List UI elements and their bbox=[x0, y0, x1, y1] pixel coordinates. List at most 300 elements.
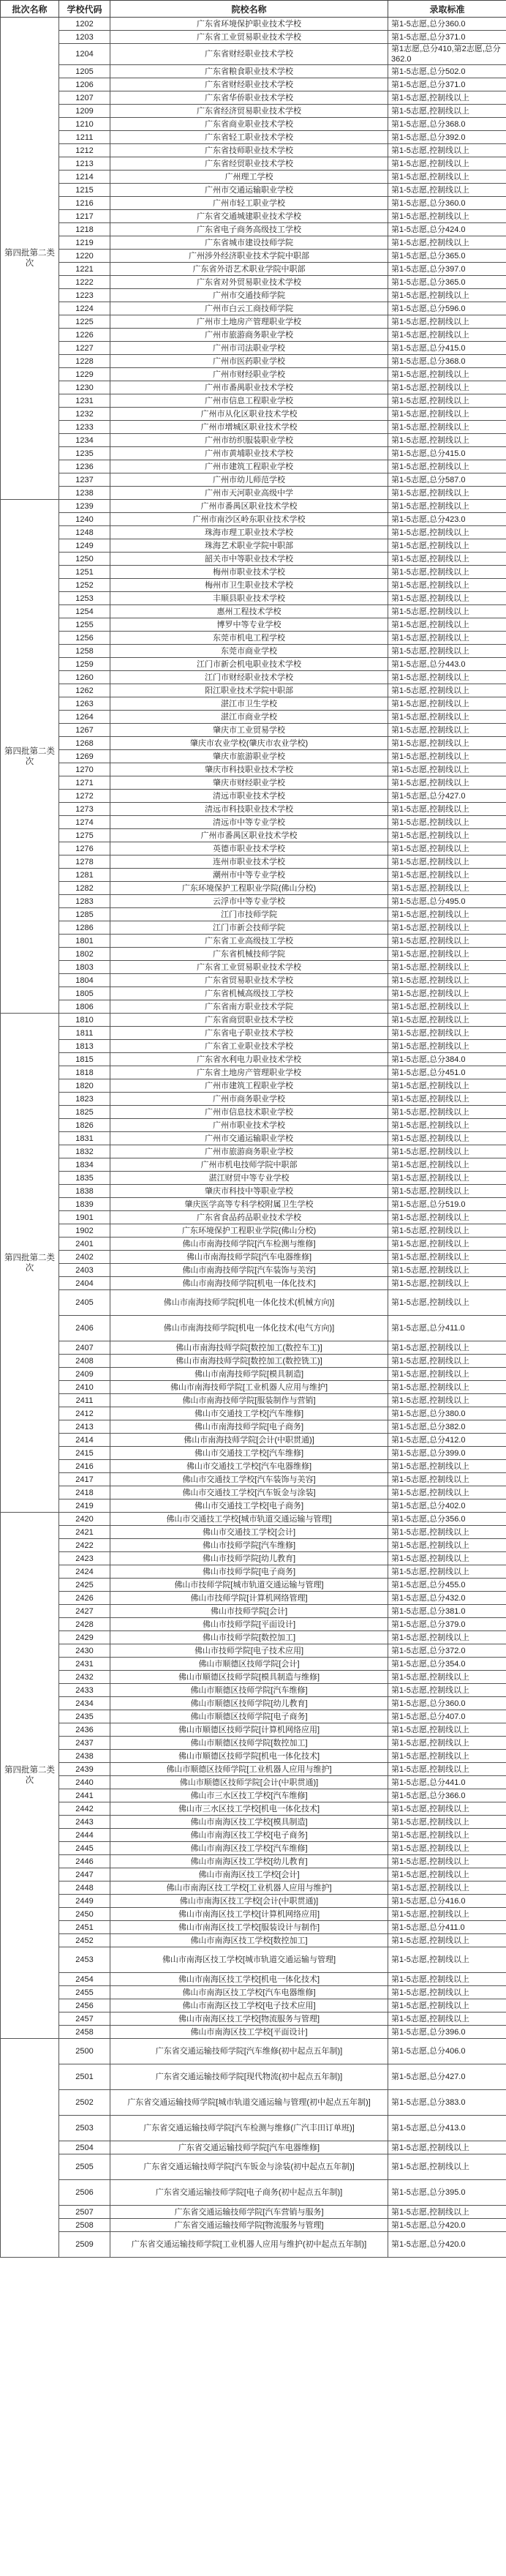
school-code-cell: 1813 bbox=[59, 1040, 110, 1053]
school-code-cell: 1838 bbox=[59, 1185, 110, 1198]
table-row bbox=[1, 1802, 506, 1816]
school-name-cell: 肇庆市科技职业技术学校 bbox=[110, 763, 388, 776]
table-row bbox=[1, 1816, 506, 1829]
table-row bbox=[1, 315, 506, 329]
table-row bbox=[1, 1658, 506, 1671]
school-name-cell: 佛山市三水区技工学校[汽车维修] bbox=[110, 1789, 388, 1802]
school-name-cell: 佛山市南海技师学院[会计(中职贯通)] bbox=[110, 1434, 388, 1447]
table-row bbox=[1, 1868, 506, 1882]
criteria-cell: 第1-5志愿,控制线以上 bbox=[388, 1526, 506, 1539]
school-name-cell: 佛山市南海区技工学校[数控加工] bbox=[110, 1934, 388, 1947]
criteria-cell: 第1-5志愿,控制线以上 bbox=[388, 315, 506, 329]
criteria-cell: 第1-5志愿,总分455.0 bbox=[388, 1579, 506, 1592]
school-code-cell: 1801 bbox=[59, 935, 110, 948]
school-code-cell: 1239 bbox=[59, 500, 110, 513]
criteria-cell: 第1-5志愿,总分360.0 bbox=[388, 18, 506, 31]
school-code-cell: 2447 bbox=[59, 1868, 110, 1882]
school-code-cell: 2416 bbox=[59, 1460, 110, 1473]
table-row bbox=[1, 447, 506, 460]
criteria-cell: 第1-5志愿,总分427.0 bbox=[388, 2064, 506, 2090]
criteria-cell: 第1-5志愿,总分371.0 bbox=[388, 78, 506, 91]
school-name-cell: 东莞市机电工程学校 bbox=[110, 632, 388, 645]
school-name-cell: 佛山市顺德区技师学院[会计(中职贯通)] bbox=[110, 1776, 388, 1789]
school-code-cell: 1206 bbox=[59, 78, 110, 91]
school-code-cell: 2437 bbox=[59, 1737, 110, 1750]
criteria-cell: 第1-5志愿,总分382.0 bbox=[388, 1420, 506, 1434]
school-name-cell: 广州市黄埔职业技术学校 bbox=[110, 447, 388, 460]
table-row bbox=[1, 394, 506, 408]
school-code-cell: 2422 bbox=[59, 1539, 110, 1552]
criteria-cell: 第1-5志愿,控制线以上 bbox=[388, 1040, 506, 1053]
table-row bbox=[1, 948, 506, 961]
school-code-cell: 1260 bbox=[59, 671, 110, 684]
criteria-cell: 第1-5志愿,控制线以上 bbox=[388, 1368, 506, 1381]
criteria-cell: 第1-5志愿,总分443.0 bbox=[388, 658, 506, 671]
school-name-cell: 佛山市南海技师学院[汽车装饰与美容] bbox=[110, 1264, 388, 1277]
table-row bbox=[1, 1934, 506, 1947]
criteria-cell: 第1-5志愿,控制线以上 bbox=[388, 1473, 506, 1486]
table-row bbox=[1, 1526, 506, 1539]
school-code-cell: 2412 bbox=[59, 1407, 110, 1420]
criteria-cell: 第1-5志愿,控制线以上 bbox=[388, 289, 506, 302]
table-row bbox=[1, 724, 506, 737]
school-code-cell: 1811 bbox=[59, 1027, 110, 1040]
criteria-cell: 第1-5志愿,控制线以上 bbox=[388, 539, 506, 553]
school-name-cell: 广州理工学校 bbox=[110, 171, 388, 184]
criteria-cell: 第1-5志愿,控制线以上 bbox=[388, 711, 506, 724]
school-code-cell: 1825 bbox=[59, 1106, 110, 1119]
school-name-cell: 佛山市交通技工学校[电子商务] bbox=[110, 1499, 388, 1513]
school-code-cell: 2404 bbox=[59, 1277, 110, 1290]
table-row bbox=[1, 711, 506, 724]
table-row bbox=[1, 737, 506, 750]
school-name-cell: 清远市职业技术学校 bbox=[110, 790, 388, 803]
table-row bbox=[1, 1000, 506, 1014]
table-row bbox=[1, 1789, 506, 1802]
criteria-cell: 第1-5志愿,总分368.0 bbox=[388, 355, 506, 368]
table-row bbox=[1, 1368, 506, 1381]
school-name-cell: 佛山市技师学院[电子商务] bbox=[110, 1565, 388, 1579]
school-code-cell: 1253 bbox=[59, 592, 110, 605]
table-row bbox=[1, 329, 506, 342]
criteria-cell: 第1-5志愿,总分423.0 bbox=[388, 513, 506, 526]
table-row bbox=[1, 236, 506, 250]
school-name-cell: 广东环境保护工程职业学院(佛山分校) bbox=[110, 882, 388, 895]
table-row bbox=[1, 18, 506, 31]
school-name-cell: 广州市轻工职业学校 bbox=[110, 197, 388, 210]
school-name-cell: 佛山市技师学院[数控加工] bbox=[110, 1631, 388, 1644]
table-row bbox=[1, 381, 506, 394]
criteria-cell: 第1志愿,总分410,第2志愿,总分362.0 bbox=[388, 44, 506, 65]
school-code-cell: 1834 bbox=[59, 1158, 110, 1172]
table-row bbox=[1, 2116, 506, 2141]
criteria-cell: 第1-5志愿,总分368.0 bbox=[388, 118, 506, 131]
school-code-cell: 1802 bbox=[59, 948, 110, 961]
table-row bbox=[1, 157, 506, 171]
table-row bbox=[1, 1750, 506, 1763]
school-code-cell: 2456 bbox=[59, 1999, 110, 2012]
school-code-cell: 2449 bbox=[59, 1895, 110, 1908]
criteria-cell: 第1-5志愿,控制线以上 bbox=[388, 1802, 506, 1816]
criteria-cell: 第1-5志愿,控制线以上 bbox=[388, 605, 506, 618]
table-row bbox=[1, 1381, 506, 1394]
criteria-cell: 第1-5志愿,控制线以上 bbox=[388, 1341, 506, 1355]
criteria-cell: 第1-5志愿,控制线以上 bbox=[388, 2141, 506, 2154]
table-row bbox=[1, 1908, 506, 1921]
criteria-cell: 第1-5志愿,控制线以上 bbox=[388, 1027, 506, 1040]
school-name-cell: 肇庆市工业贸易学校 bbox=[110, 724, 388, 737]
school-code-cell: 2426 bbox=[59, 1592, 110, 1605]
school-name-cell: 广东省交通运输技师学院[汽车钣金与涂装(初中起点五年制)] bbox=[110, 2154, 388, 2180]
criteria-cell: 第1-5志愿,控制线以上 bbox=[388, 1816, 506, 1829]
school-name-cell: 佛山市顺德区技师学院[模具制造与维修] bbox=[110, 1671, 388, 1684]
table-row bbox=[1, 1264, 506, 1277]
table-row bbox=[1, 302, 506, 315]
school-name-cell: 佛山市技师学院[电子技术应用] bbox=[110, 1644, 388, 1658]
school-code-cell: 1278 bbox=[59, 855, 110, 869]
criteria-cell: 第1-5志愿,控制线以上 bbox=[388, 157, 506, 171]
criteria-cell: 第1-5志愿,控制线以上 bbox=[388, 1882, 506, 1895]
table-row bbox=[1, 750, 506, 763]
school-code-cell: 2444 bbox=[59, 1829, 110, 1842]
school-name-cell: 佛山市顺德区技师学院[幼儿教育] bbox=[110, 1697, 388, 1710]
criteria-cell: 第1-5志愿,控制线以上 bbox=[388, 697, 506, 711]
table-row bbox=[1, 342, 506, 355]
school-code-cell: 1207 bbox=[59, 91, 110, 105]
table-row bbox=[1, 1895, 506, 1908]
school-code-cell: 2423 bbox=[59, 1552, 110, 1565]
criteria-cell: 第1-5志愿,总分372.0 bbox=[388, 1644, 506, 1658]
table-row bbox=[1, 1486, 506, 1499]
school-name-cell: 广州市白云工商技师学院 bbox=[110, 302, 388, 315]
school-code-cell: 1264 bbox=[59, 711, 110, 724]
school-code-cell: 2418 bbox=[59, 1486, 110, 1499]
school-code-cell: 1839 bbox=[59, 1198, 110, 1211]
criteria-cell: 第1-5志愿,控制线以上 bbox=[388, 1277, 506, 1290]
criteria-cell: 第1-5志愿,控制线以上 bbox=[388, 1486, 506, 1499]
table-row bbox=[1, 91, 506, 105]
criteria-cell: 第1-5志愿,总分432.0 bbox=[388, 1592, 506, 1605]
school-name-cell: 佛山市南海区技工学校[会计] bbox=[110, 1868, 388, 1882]
table-row bbox=[1, 1198, 506, 1211]
table-row bbox=[1, 2154, 506, 2180]
criteria-cell: 第1-5志愿,控制线以上 bbox=[388, 105, 506, 118]
criteria-cell: 第1-5志愿,控制线以上 bbox=[388, 1552, 506, 1565]
school-name-cell: 江门市财经职业技术学校 bbox=[110, 671, 388, 684]
table-row bbox=[1, 1185, 506, 1198]
criteria-cell: 第1-5志愿,控制线以上 bbox=[388, 1185, 506, 1198]
school-code-cell: 1238 bbox=[59, 487, 110, 500]
table-row bbox=[1, 1172, 506, 1185]
table-row bbox=[1, 855, 506, 869]
criteria-cell: 第1-5志愿,控制线以上 bbox=[388, 1158, 506, 1172]
school-code-cell: 1256 bbox=[59, 632, 110, 645]
school-code-cell: 1810 bbox=[59, 1014, 110, 1027]
criteria-cell: 第1-5志愿,总分402.0 bbox=[388, 1499, 506, 1513]
school-code-cell: 1267 bbox=[59, 724, 110, 737]
batch-cell: 第四批第二类次 bbox=[1, 1513, 59, 2039]
school-code-cell: 1209 bbox=[59, 105, 110, 118]
school-code-cell: 2405 bbox=[59, 1290, 110, 1316]
table-row bbox=[1, 697, 506, 711]
criteria-cell: 第1-5志愿,总分412.0 bbox=[388, 1434, 506, 1447]
school-name-cell: 广州市南沙区岭东职业技术学校 bbox=[110, 513, 388, 526]
table-header-row bbox=[1, 1, 506, 18]
school-code-cell: 2502 bbox=[59, 2090, 110, 2116]
table-row bbox=[1, 1697, 506, 1710]
criteria-cell: 第1-5志愿,控制线以上 bbox=[388, 908, 506, 921]
table-row bbox=[1, 1290, 506, 1316]
school-code-cell: 2500 bbox=[59, 2039, 110, 2064]
criteria-cell: 第1-5志愿,控制线以上 bbox=[388, 1934, 506, 1947]
table-row bbox=[1, 829, 506, 842]
table-row bbox=[1, 1079, 506, 1093]
table-row bbox=[1, 197, 506, 210]
school-code-cell: 1212 bbox=[59, 144, 110, 157]
criteria-cell: 第1-5志愿,总分379.0 bbox=[388, 1618, 506, 1631]
school-name-cell: 佛山市南海区技工学校[城市轨道交通运输与管理] bbox=[110, 1947, 388, 1973]
school-name-cell: 广州市番禺职业技术学校 bbox=[110, 381, 388, 394]
school-code-cell: 2401 bbox=[59, 1238, 110, 1251]
criteria-cell: 第1-5志愿,控制线以上 bbox=[388, 1014, 506, 1027]
criteria-cell: 第1-5志愿,总分415.0 bbox=[388, 447, 506, 460]
school-code-cell: 2454 bbox=[59, 1973, 110, 1986]
criteria-cell: 第1-5志愿,控制线以上 bbox=[388, 1750, 506, 1763]
table-row bbox=[1, 776, 506, 790]
school-code-cell: 1224 bbox=[59, 302, 110, 315]
criteria-cell: 第1-5志愿,总分360.0 bbox=[388, 197, 506, 210]
school-name-cell: 佛山市南海技师学院[工业机器人应用与维护] bbox=[110, 1381, 388, 1394]
criteria-cell: 第1-5志愿,控制线以上 bbox=[388, 1264, 506, 1277]
school-code-cell: 2413 bbox=[59, 1420, 110, 1434]
criteria-cell: 第1-5志愿,控制线以上 bbox=[388, 974, 506, 987]
school-name-cell: 云浮市中等专业学校 bbox=[110, 895, 388, 908]
school-name-cell: 佛山市南海技师学院[服装制作与营销] bbox=[110, 1394, 388, 1407]
criteria-cell: 第1-5志愿,控制线以上 bbox=[388, 618, 506, 632]
school-code-cell: 1229 bbox=[59, 368, 110, 381]
school-code-cell: 2414 bbox=[59, 1434, 110, 1447]
school-code-cell: 1234 bbox=[59, 434, 110, 447]
table-row bbox=[1, 908, 506, 921]
table-row bbox=[1, 1158, 506, 1172]
school-code-cell: 2438 bbox=[59, 1750, 110, 1763]
table-row bbox=[1, 1447, 506, 1460]
table-row bbox=[1, 763, 506, 776]
school-code-cell: 1283 bbox=[59, 895, 110, 908]
school-name-cell: 广州市交通运输职业学校 bbox=[110, 1132, 388, 1145]
table-row bbox=[1, 1093, 506, 1106]
criteria-cell: 第1-5志愿,总分407.0 bbox=[388, 1710, 506, 1723]
school-code-cell: 2501 bbox=[59, 2064, 110, 2090]
school-name-cell: 佛山市南海区技工学校[模具制造] bbox=[110, 1816, 388, 1829]
table-row bbox=[1, 1066, 506, 1079]
school-code-cell: 1251 bbox=[59, 566, 110, 579]
school-code-cell: 1248 bbox=[59, 526, 110, 539]
criteria-cell: 第1-5志愿,总分413.0 bbox=[388, 2116, 506, 2141]
school-code-cell: 2455 bbox=[59, 1986, 110, 1999]
school-code-cell: 2439 bbox=[59, 1763, 110, 1776]
school-name-cell: 肇庆市科技中等职业学校 bbox=[110, 1185, 388, 1198]
school-name-cell: 广东省交通运输技师学院[汽车电器维修] bbox=[110, 2141, 388, 2154]
table-row bbox=[1, 2206, 506, 2219]
criteria-cell: 第1-5志愿,控制线以上 bbox=[388, 1855, 506, 1868]
table-row bbox=[1, 658, 506, 671]
table-row bbox=[1, 44, 506, 65]
school-name-cell: 佛山市交通技工学校[汽车装饰与美容] bbox=[110, 1473, 388, 1486]
school-code-cell: 2427 bbox=[59, 1605, 110, 1618]
school-name-cell: 广东省南方职业技术学院 bbox=[110, 1000, 388, 1014]
school-code-cell: 1221 bbox=[59, 263, 110, 276]
school-name-cell: 广东省食品药品职业技术学校 bbox=[110, 1211, 388, 1224]
criteria-cell: 第1-5志愿,控制线以上 bbox=[388, 210, 506, 223]
school-name-cell: 广东省商贸职业技术学校 bbox=[110, 1014, 388, 1027]
table-row bbox=[1, 1277, 506, 1290]
school-name-cell: 广东省交通运输技师学院[汽车营销与服务] bbox=[110, 2206, 388, 2219]
table-row bbox=[1, 895, 506, 908]
table-row bbox=[1, 1473, 506, 1486]
school-name-cell: 广州市职业技术学校 bbox=[110, 1119, 388, 1132]
school-name-cell: 佛山市南海技师学院[汽车电器维修] bbox=[110, 1251, 388, 1264]
table-row bbox=[1, 500, 506, 513]
school-name-cell: 佛山市南海技师学院[数控加工(数控车工)] bbox=[110, 1341, 388, 1355]
school-name-cell: 广东省交通运输技师学院[工业机器人应用与维护(初中起点五年制)] bbox=[110, 2232, 388, 2258]
table-row bbox=[1, 1592, 506, 1605]
school-name-cell: 广东省贸易职业技术学校 bbox=[110, 974, 388, 987]
criteria-cell: 第1-5志愿,总分415.0 bbox=[388, 342, 506, 355]
school-code-cell: 1273 bbox=[59, 803, 110, 816]
school-code-cell: 1286 bbox=[59, 921, 110, 935]
table-row bbox=[1, 105, 506, 118]
criteria-cell: 第1-5志愿,控制线以上 bbox=[388, 882, 506, 895]
table-row bbox=[1, 632, 506, 645]
criteria-cell: 第1-5志愿,控制线以上 bbox=[388, 1631, 506, 1644]
table-row bbox=[1, 566, 506, 579]
school-code-cell: 2445 bbox=[59, 1842, 110, 1855]
school-code-cell: 2448 bbox=[59, 1882, 110, 1895]
school-code-cell: 1835 bbox=[59, 1172, 110, 1185]
school-code-cell: 2434 bbox=[59, 1697, 110, 1710]
table-row bbox=[1, 473, 506, 487]
criteria-cell: 第1-5志愿,控制线以上 bbox=[388, 1251, 506, 1264]
school-name-cell: 佛山市南海区技工学校[机电一体化技术] bbox=[110, 1973, 388, 1986]
school-name-cell: 连州市职业技术学校 bbox=[110, 855, 388, 869]
table-row bbox=[1, 118, 506, 131]
school-name-cell: 梅州市职业技术学校 bbox=[110, 566, 388, 579]
criteria-cell: 第1-5志愿,控制线以上 bbox=[388, 1842, 506, 1855]
batch-cell: 第四批第二类次 bbox=[1, 18, 59, 500]
table-row bbox=[1, 684, 506, 697]
school-name-cell: 英德市职业技术学校 bbox=[110, 842, 388, 855]
school-name-cell: 广州市商务职业学校 bbox=[110, 1093, 388, 1106]
table-row bbox=[1, 1999, 506, 2012]
table-row bbox=[1, 355, 506, 368]
school-name-cell: 广东环境保护工程职业学院(佛山分校) bbox=[110, 1224, 388, 1238]
school-name-cell: 佛山市交通技工学校[汽车钣金与涂装] bbox=[110, 1486, 388, 1499]
school-code-cell: 2433 bbox=[59, 1684, 110, 1697]
table-row bbox=[1, 1341, 506, 1355]
school-name-cell: 广州市医药职业学校 bbox=[110, 355, 388, 368]
school-code-cell: 2409 bbox=[59, 1368, 110, 1381]
school-name-cell: 佛山市南海技师学院[机电一体化技术(电气方向)] bbox=[110, 1316, 388, 1341]
school-name-cell: 佛山市南海区技工学校[电子技术应用] bbox=[110, 1999, 388, 2012]
school-code-cell: 2441 bbox=[59, 1789, 110, 1802]
table-row bbox=[1, 2012, 506, 2026]
school-code-cell: 1804 bbox=[59, 974, 110, 987]
criteria-cell: 第1-5志愿,控制线以上 bbox=[388, 553, 506, 566]
school-code-cell: 2425 bbox=[59, 1579, 110, 1592]
table-row bbox=[1, 1027, 506, 1040]
criteria-cell: 第1-5志愿,控制线以上 bbox=[388, 921, 506, 935]
criteria-cell: 第1-5志愿,控制线以上 bbox=[388, 1238, 506, 1251]
criteria-cell: 第1-5志愿,总分596.0 bbox=[388, 302, 506, 315]
school-code-cell: 2430 bbox=[59, 1644, 110, 1658]
school-name-cell: 广东省城市建设技师学院 bbox=[110, 236, 388, 250]
table-row bbox=[1, 1882, 506, 1895]
school-name-cell: 佛山市顺德区技师学院[机电一体化技术] bbox=[110, 1750, 388, 1763]
school-name-cell: 佛山市南海区技工学校[物流服务与管理] bbox=[110, 2012, 388, 2026]
school-code-cell: 1230 bbox=[59, 381, 110, 394]
school-code-cell: 1831 bbox=[59, 1132, 110, 1145]
school-name-cell: 佛山市顺德区技师学院[电子商务] bbox=[110, 1710, 388, 1723]
school-code-cell: 2429 bbox=[59, 1631, 110, 1644]
criteria-cell: 第1-5志愿,总分384.0 bbox=[388, 1053, 506, 1066]
criteria-cell: 第1-5志愿,控制线以上 bbox=[388, 500, 506, 513]
school-code-cell: 1806 bbox=[59, 1000, 110, 1014]
criteria-cell: 第1-5志愿,控制线以上 bbox=[388, 1132, 506, 1145]
table-row bbox=[1, 592, 506, 605]
school-code-cell: 1901 bbox=[59, 1211, 110, 1224]
table-row bbox=[1, 1552, 506, 1565]
school-name-cell: 广东省经贸职业技术学校 bbox=[110, 157, 388, 171]
school-name-cell: 珠海市理工职业技术学校 bbox=[110, 526, 388, 539]
school-code-cell: 1219 bbox=[59, 236, 110, 250]
school-code-cell: 2506 bbox=[59, 2180, 110, 2206]
school-name-cell: 佛山市顺德区技师学院[汽车维修] bbox=[110, 1684, 388, 1697]
school-code-cell: 1218 bbox=[59, 223, 110, 236]
school-code-cell: 1222 bbox=[59, 276, 110, 289]
school-name-cell: 广东省工业贸易职业技术学校 bbox=[110, 31, 388, 44]
criteria-cell: 第1-5志愿,控制线以上 bbox=[388, 1224, 506, 1238]
school-code-cell: 1249 bbox=[59, 539, 110, 553]
school-name-cell: 佛山市南海区技工学校[会计(中职贯通)] bbox=[110, 1895, 388, 1908]
criteria-cell: 第1-5志愿,总分411.0 bbox=[388, 1921, 506, 1934]
table-row bbox=[1, 1710, 506, 1723]
table-row bbox=[1, 1644, 506, 1658]
table-row bbox=[1, 1539, 506, 1552]
criteria-cell: 第1-5志愿,总分383.0 bbox=[388, 2090, 506, 2116]
school-name-cell: 广东省轻工职业技术学校 bbox=[110, 131, 388, 144]
school-name-cell: 广东省工业职业技术学校 bbox=[110, 1040, 388, 1053]
table-row bbox=[1, 671, 506, 684]
table-row bbox=[1, 645, 506, 658]
table-row bbox=[1, 513, 506, 526]
criteria-cell: 第1-5志愿,总分451.0 bbox=[388, 1066, 506, 1079]
criteria-cell: 第1-5志愿,总分406.0 bbox=[388, 2039, 506, 2064]
school-code-cell: 2421 bbox=[59, 1526, 110, 1539]
table-row bbox=[1, 1211, 506, 1224]
table-row bbox=[1, 539, 506, 553]
school-name-cell: 佛山市南海技师学院[机电一体化技术(机械方向)] bbox=[110, 1290, 388, 1316]
table-row bbox=[1, 1355, 506, 1368]
school-name-cell: 广东省粮食职业技术学校 bbox=[110, 65, 388, 78]
criteria-cell: 第1-5志愿,控制线以上 bbox=[388, 750, 506, 763]
school-name-cell: 湛江市商业学校 bbox=[110, 711, 388, 724]
school-code-cell: 1235 bbox=[59, 447, 110, 460]
table-row bbox=[1, 1631, 506, 1644]
school-code-cell: 2408 bbox=[59, 1355, 110, 1368]
school-name-cell: 广东省交通运输技师学院[现代物流(初中起点五年制)] bbox=[110, 2064, 388, 2090]
criteria-cell: 第1-5志愿,控制线以上 bbox=[388, 1723, 506, 1737]
